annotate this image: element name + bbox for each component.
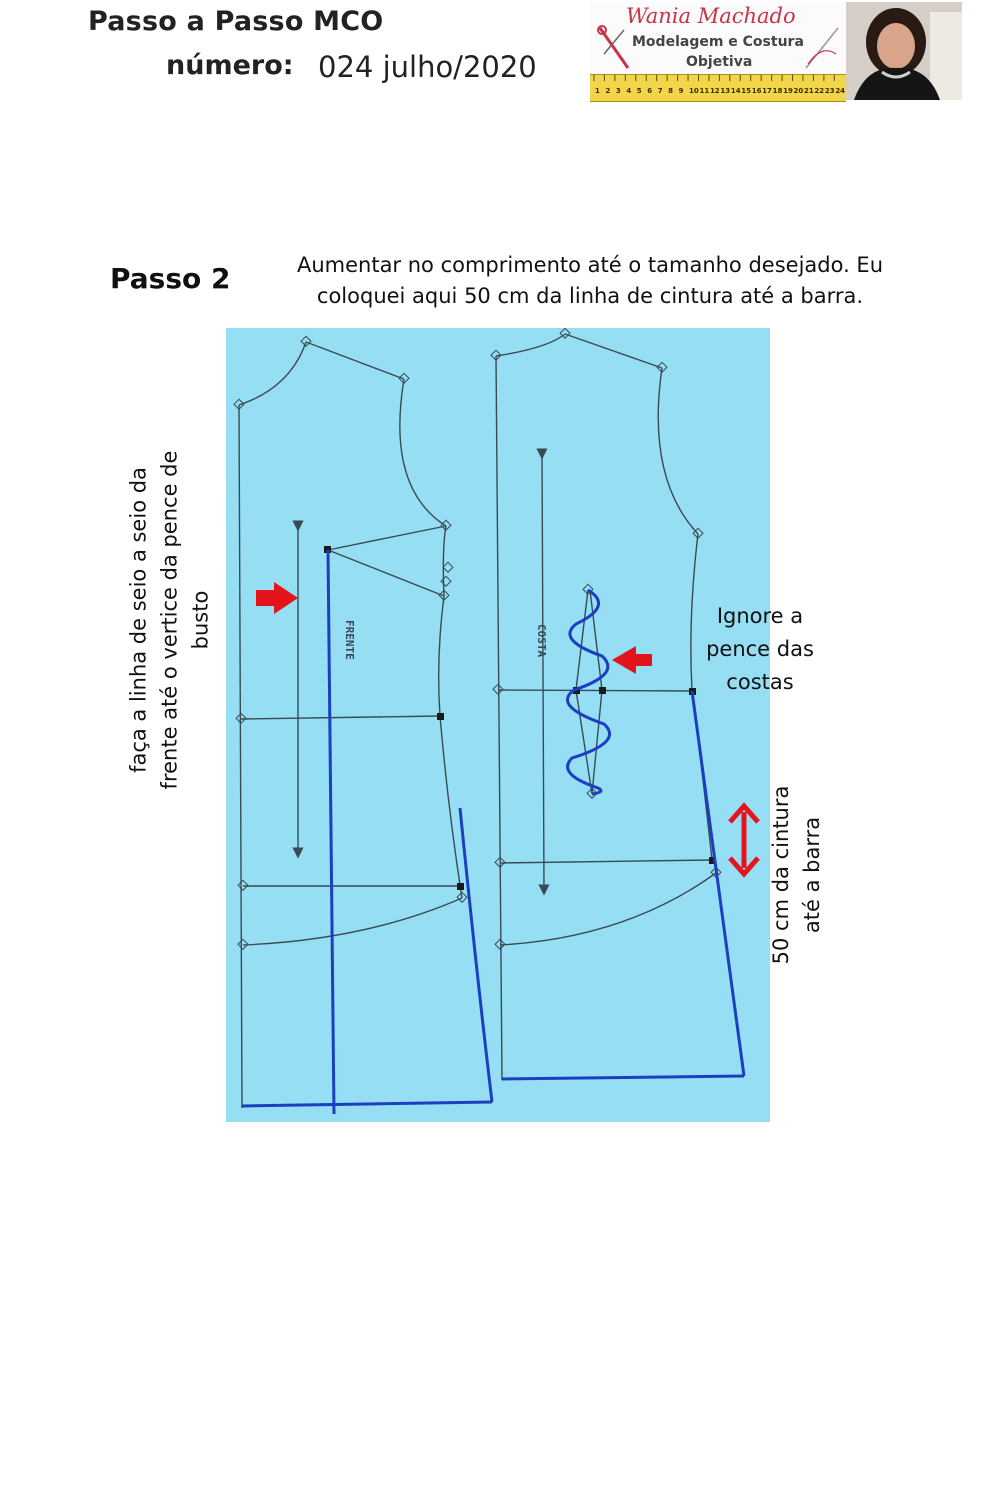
- front-dart-arrow-icon: [256, 582, 298, 614]
- ruler-number: 13: [720, 87, 731, 95]
- ruler-number: 3: [615, 87, 621, 95]
- front-label: FRENTE: [343, 620, 356, 660]
- ruler-number: 4: [626, 87, 632, 95]
- length-note: [760, 780, 834, 970]
- ruler-number: 14: [730, 87, 741, 95]
- front-piece: [239, 342, 462, 1108]
- pattern-drawing: [226, 328, 770, 1122]
- ruler-number: 20: [793, 87, 804, 95]
- ignore-dart-note: Ignore a pence das costas: [706, 604, 814, 694]
- document-title: Passo a Passo MCO: [88, 6, 384, 37]
- brand-logo: [590, 2, 846, 100]
- ruler-number: 15: [741, 87, 752, 95]
- ruler-number: 21: [803, 87, 814, 95]
- number-label: número:: [166, 50, 294, 81]
- back-piece: [496, 334, 716, 1080]
- measuring-tape: [590, 74, 846, 102]
- ruler-number: 24: [835, 87, 846, 95]
- length-note-text: 50 cm da cintura até a barra: [769, 785, 824, 965]
- ruler-number: 11: [699, 87, 710, 95]
- ruler-number: 6: [647, 87, 653, 95]
- portrait-illustration: [846, 2, 962, 100]
- author-photo: [846, 2, 962, 100]
- logo-line-2: Objetiva: [686, 54, 753, 70]
- logo-line-1: Modelagem e Costura: [632, 34, 804, 50]
- step-description: Aumentar no comprimento até o tamanho desejado. Eu coloquei aqui 50 cm da linha de cintura até a barra.: [296, 253, 884, 308]
- ruler-number: 8: [668, 87, 674, 95]
- ruler-number: 17: [762, 87, 772, 95]
- ruler-number: 18: [772, 87, 783, 95]
- back-markers: [491, 328, 721, 949]
- ruler-number: 10: [689, 87, 699, 95]
- front-blue-lines: [242, 550, 492, 1114]
- ruler-number: 12: [709, 87, 720, 95]
- step-title: Passo 2: [110, 262, 231, 295]
- ruler-number: 19: [783, 87, 793, 95]
- ruler-number: 16: [751, 87, 762, 95]
- back-dart-arrow-icon: [612, 646, 652, 674]
- ruler-number: 22: [814, 87, 825, 95]
- logo-script-name: Wania Machado: [626, 4, 796, 28]
- scissors-icon: [594, 24, 634, 72]
- ruler-number: 9: [678, 87, 684, 95]
- back-label: COSTA: [535, 624, 548, 658]
- ruler-ticks: [590, 75, 846, 101]
- ruler-number: 23: [824, 87, 835, 95]
- bust-line-note-text: faça a linha de seio a seio da frente até o vertice da pence de busto: [126, 450, 213, 790]
- pattern-board: [226, 328, 770, 1122]
- ruler-number: 2: [605, 87, 611, 95]
- length-double-arrow-icon: [730, 806, 758, 874]
- ruler-number: 7: [657, 87, 663, 95]
- number-value: 024 julho/2020: [318, 50, 537, 84]
- ruler-number: 1: [595, 87, 600, 95]
- needle-icon: [802, 24, 842, 72]
- ruler-number: 5: [636, 87, 642, 95]
